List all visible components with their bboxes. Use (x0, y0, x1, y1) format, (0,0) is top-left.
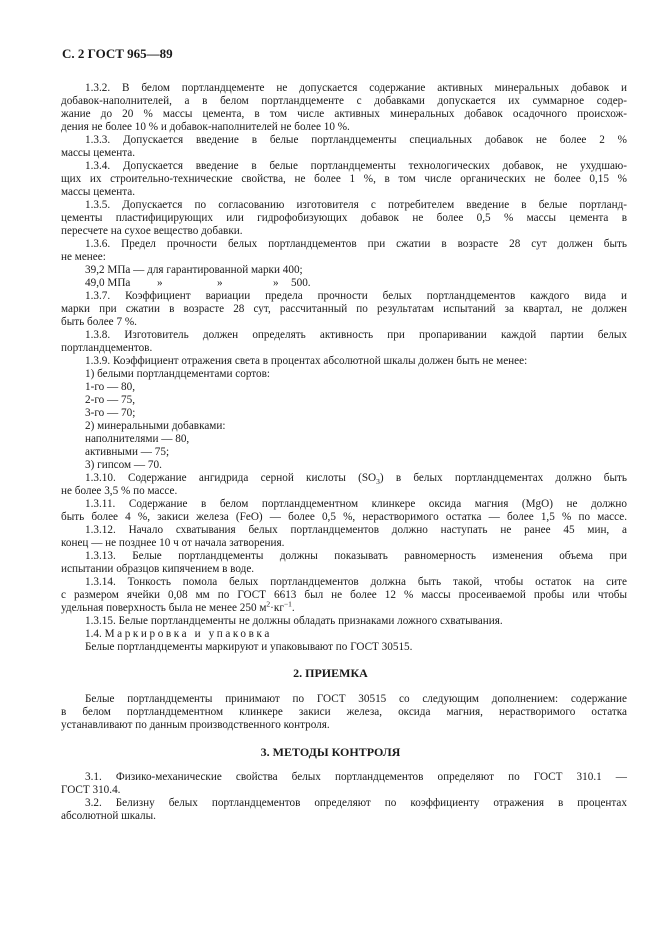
page-header: С. 2 ГОСТ 965—89 (62, 46, 173, 61)
strength-row-500 (85, 277, 651, 290)
paragraph-1-3-7-line: быть более 7 %. (61, 316, 137, 328)
paragraph-1-3-4-line: щих их строительно-технические свойства, не более 1 %, в том числе органических не более 0,15 % (61, 173, 627, 185)
paragraph-1-3-12-line: конец — не позднее 10 ч от начала затворения. (61, 537, 285, 549)
list-item: 1) белыми портландцементами сортов: (85, 368, 271, 380)
superscript: −1 (283, 599, 292, 609)
paragraph-1-3-13-line: 1.3.13. Белые портландцементы должны показывать равномерность изменения объема при (85, 550, 627, 562)
paragraph-1-3-9-line: 1.3.9. Коэффициент отражения света в процентах абсолютной шкалы должен быть не менее: (85, 355, 528, 367)
ditto-mark: » (157, 277, 163, 289)
paragraph-1-3-3-line: массы цемента. (61, 147, 135, 159)
paragraph-1-3-6-line: 1.3.6. Предел прочности белых портландцементов при сжатии в возрасте 28 сут должен быть (85, 238, 627, 250)
paragraph-1-3-13-line: испытании образцов кипячением в воде. (61, 563, 255, 575)
list-item: 3-го — 70; (85, 407, 136, 419)
paragraph-1-3-8-line: портландцементов. (61, 342, 153, 354)
ditto-mark: » (217, 277, 223, 289)
list-item: активными — 75; (85, 446, 170, 458)
paragraph-1-3-15: 1.3.15. Белые портландцементы не должны обладать признаками ложного схватывания. (85, 615, 503, 627)
paragraph-1-3-14-line: 1.3.14. Тонкость помола белых портландцементов должна быть такой, чтобы остаток на сите (85, 576, 627, 588)
text-span: . (291, 602, 295, 614)
subscript: 3 (376, 477, 380, 487)
paragraph-1-3-2-line: дения не более 10 % и добавок-наполнителей не более 10 %. (61, 121, 350, 133)
superscript: 2 (266, 599, 271, 609)
section-3-line: 3.1. Физико-механические свойства белых портландцементов определяют по ГОСТ 310.1 — (85, 771, 627, 783)
section-2-line: в белом портландцементном клинкере закиси железа, оксида магния, нерастворимого остатка (61, 706, 627, 718)
strength-row-400: 39,2 МПа — для гарантированной марки 400; (85, 264, 303, 276)
section-3-line: 3.2. Белизну белых портландцементов определяют по коэффициенту отражения в процентах (85, 797, 627, 809)
section-2-heading: 2. ПРИЕМКА (293, 666, 368, 680)
section-3-line: абсолютной шкалы. (61, 810, 156, 822)
paragraph-1-3-2-line: 1.3.2. В белом портландцементе не допускается содержание активных минеральных добавок и (85, 82, 627, 94)
paragraph-1-3-2-line: добавок-наполнителей, а в белом портландцементе с добавками допускается их суммарное содер- (61, 95, 627, 107)
text-span: 1.3.10. Содержание ангидрида серной кислоты (SO (85, 472, 377, 484)
paragraph-1-3-7-line: марки при сжатии в возрасте 28 сут, рассчитанный по результатам испытаний за квартал, не должен (61, 303, 627, 315)
section-3-heading: 3. МЕТОДЫ КОНТРОЛЯ (260, 745, 401, 759)
paragraph-1-3-4-line: 1.3.4. Допускается введение в белые портландцементы технологических добавок, не ухудшаю- (85, 160, 627, 172)
strength-value: 49,0 МПа (85, 277, 131, 289)
paragraph-1-3-5-line: пересчете на сухое вещество добавки. (61, 225, 243, 237)
paragraph-1-3-6-line: не менее: (61, 251, 106, 263)
list-item: 1-го — 80, (85, 381, 135, 393)
paragraph-1-3-8-line: 1.3.8. Изготовитель должен определять активность при пропаривании каждой партии белых (85, 329, 627, 341)
paragraph-1-3-4-line: массы цемента. (61, 186, 135, 198)
list-item: 3) гипсом — 70. (85, 459, 162, 471)
paragraph-1-3-11-line: быть более 4 %, закиси железа (FeO) — более 0,5 %, нерастворимого остатка — более 1,5 % по массе. (61, 511, 627, 523)
list-item: 2-го — 75, (85, 394, 135, 406)
subsection-title: Маркировка и упаковка (104, 628, 272, 640)
paragraph-1-3-14-line: с размером ячейки 0,08 мм по ГОСТ 6613 был не более 12 % массы просеиваемой пробы или чтобы (61, 589, 627, 601)
section-2-line: Белые портландцементы принимают по ГОСТ 30515 со следующим дополнением: содержание (85, 693, 627, 705)
paragraph-1-3-5-line: 1.3.5. Допускается по согласованию изготовителя с потребителем введение в белые портланд- (85, 199, 627, 211)
paragraph-1-3-3-line: 1.3.3. Допускается введение в белые портландцементы специальных добавок не более 2 % (85, 134, 627, 146)
paragraph-1-3-7-line: 1.3.7. Коэффициент вариации предела прочности белых портландцементов каждого вида и (85, 290, 627, 302)
ditto-mark: » (273, 277, 279, 289)
paragraph-1-3-2-line: жание до 20 % массы цемента, в том числе активных минеральных добавок осадочного происхож- (61, 108, 627, 120)
subsection-number: 1.4. (85, 628, 105, 640)
list-item: 2) минеральными добавками: (85, 420, 226, 432)
paragraph-1-3-11-line: 1.3.11. Содержание в белом портландцементном клинкере оксида магния (MgO) не должно (85, 498, 627, 510)
paragraph-1-3-12-line: 1.3.12. Начало схватывания белых портландцементов должно наступать не ранее 45 мин, а (85, 524, 627, 536)
paragraph-1-3-10-line: не более 3,5 % по массе. (61, 485, 178, 497)
section-3-line: ГОСТ 310.4. (61, 784, 121, 796)
subsection-1-4-heading (85, 628, 651, 641)
text-span: удельная поверхность была не менее 250 м (61, 602, 267, 614)
text-span: ·кг (270, 602, 284, 614)
paragraph-1-3-10-line (85, 472, 627, 485)
text-span: ) в белых портландцементах должно быть (379, 472, 627, 484)
list-item: наполнителями — 80, (85, 433, 190, 445)
section-2-line: устанавливают по данным производственного контроля. (61, 719, 330, 731)
paragraph-1-4: Белые портландцементы маркируют и упаковывают по ГОСТ 30515. (85, 641, 413, 653)
paragraph-1-3-5-line: цементы пластифицирующих или гидрофобизующих добавок не более 0,5 % массы цемента в (61, 212, 627, 224)
paragraph-1-3-14-line (61, 599, 627, 615)
grade-value: 500. (291, 277, 311, 289)
